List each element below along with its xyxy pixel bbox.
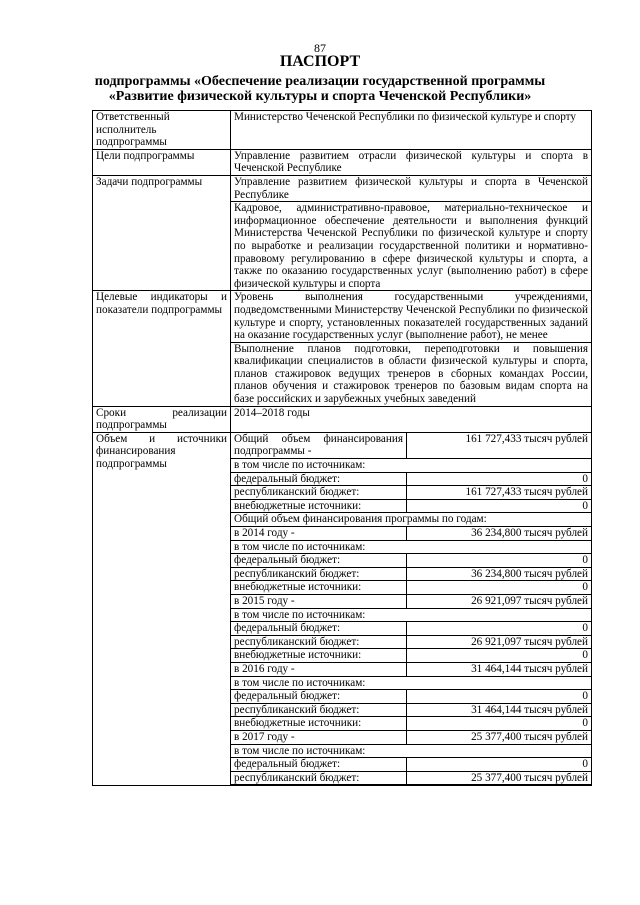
indicators-value <box>231 291 592 406</box>
fin-year-federal: 0 <box>407 554 592 568</box>
financing-label: Объем и источники финансирования подпрограммы <box>93 432 231 785</box>
fin-extra-value: 0 <box>407 499 592 513</box>
fin-year-label: в 2017 году - <box>231 730 407 744</box>
fin-sources-row <box>231 459 591 473</box>
fin-year-sources: в том числе по источникам: <box>231 540 591 554</box>
fin-year-federal-row <box>231 554 591 568</box>
fin-extra-row <box>231 499 591 513</box>
goals-value: Управление развитием отрасли физической культуры и спорта в Чеченской Республике <box>231 149 592 175</box>
fin-year-extra: 0 <box>407 717 592 731</box>
row-financing <box>93 432 592 785</box>
fin-year-sources: в том числе по источникам: <box>231 676 591 690</box>
fin-year-extra-row <box>231 649 591 663</box>
fin-year-federal: 0 <box>407 690 592 704</box>
fin-federal-row <box>231 472 591 486</box>
document-title: ПАСПОРТ <box>279 53 361 70</box>
fin-total-value: 161 727,433 тысяч рублей <box>407 433 592 459</box>
row-goals <box>93 149 592 175</box>
row-tasks <box>93 175 592 290</box>
fin-year-sources: в том числе по источникам: <box>231 608 591 622</box>
tasks-value <box>231 175 592 290</box>
fin-year-label: в 2015 году - <box>231 594 407 608</box>
fin-by-years-row <box>231 513 591 527</box>
task-item: Кадровое, административно-правовое, материально-техническое и информационное обеспечение деятельности и выполнения функций Министерства Чеченской Республики по физической культуре и спорту по выработке и реализации государственной политики и нормативно-правовому регулированию в сфере физической культуры и спорта, а также по оказанию государственных услуг (выполнению работ) в сфере физической культуры и спорта <box>231 201 591 290</box>
fin-year-regional-label: республиканский бюджет: <box>231 567 407 581</box>
fin-year-regional-label: республиканский бюджет: <box>231 771 407 785</box>
fin-year-regional-label: республиканский бюджет: <box>231 703 407 717</box>
fin-year-sources: в том числе по источникам: <box>231 744 591 758</box>
fin-year-total: 36 234,800 тысяч рублей <box>407 527 592 541</box>
subtitle-line-1: подпрограммы «Обеспечение реализации государственной программы <box>94 74 546 89</box>
document-subtitle <box>60 74 580 104</box>
executor-value: Министерство Чеченской Республики по физической культуре и спорту <box>231 111 592 150</box>
financing-table <box>231 433 591 785</box>
fin-year-regional-row <box>231 771 591 785</box>
fin-total-label: Общий объем финансирования подпрограммы - <box>231 433 407 459</box>
executor-label: Ответственный исполнитель подпрограммы <box>93 111 231 150</box>
fin-total-row <box>231 433 591 459</box>
fin-regional-value: 161 727,433 тысяч рублей <box>407 486 592 500</box>
fin-year-row <box>231 662 591 676</box>
fin-year-sources-row <box>231 608 591 622</box>
fin-year-extra-label: внебюджетные источники: <box>231 717 407 731</box>
fin-year-regional-row <box>231 567 591 581</box>
fin-year-extra: 0 <box>407 649 592 663</box>
fin-year-federal-label: федеральный бюджет: <box>231 554 407 568</box>
financing-value <box>231 432 592 785</box>
fin-year-total: 31 464,144 тысяч рублей <box>407 662 592 676</box>
fin-year-federal-label: федеральный бюджет: <box>231 758 407 772</box>
task-item: Управление развитием физической культуры и спорта в Чеченской Республике <box>234 175 588 201</box>
terms-label: Сроки реализации подпрограммы <box>93 406 231 432</box>
fin-year-regional-label: республиканский бюджет: <box>231 635 407 649</box>
fin-year-row <box>231 730 591 744</box>
fin-extra-label: внебюджетные источники: <box>231 499 407 513</box>
fin-year-sources-row <box>231 676 591 690</box>
goals-label: Цели подпрограммы <box>93 149 231 175</box>
indicator-item: Выполнение планов подготовки, переподготовки и повышения квалификации специалистов в области физической культуры и спорта, планов стажировок ведущих тренеров в сборных командах России, планов обучения и стажировок тренеров по базовым видам спорта на базе российских и зарубежных учебных заведений <box>231 342 591 406</box>
fin-year-label: в 2014 году - <box>231 527 407 541</box>
row-indicators <box>93 291 592 406</box>
fin-year-federal-row <box>231 622 591 636</box>
fin-federal-label: федеральный бюджет: <box>231 472 407 486</box>
fin-year-row <box>231 594 591 608</box>
fin-year-sources-row <box>231 744 591 758</box>
fin-year-extra-label: внебюджетные источники: <box>231 581 407 595</box>
indicator-item: Уровень выполнения государственными учреждениями, подведомственными Министерству Чеченской Республики по физической культуре и спорту, установленных показателей государственных заданий на оказание государственных услуг (выполнение работ), не менее <box>234 291 588 342</box>
page-number: 87 <box>314 41 326 55</box>
indicators-label: Целевые индикаторы и показатели подпрограммы <box>93 291 231 406</box>
fin-year-federal-row <box>231 690 591 704</box>
fin-year-extra-row <box>231 581 591 595</box>
fin-year-total: 25 377,400 тысяч рублей <box>407 730 592 744</box>
fin-sources-label: в том числе по источникам: <box>231 459 591 473</box>
fin-year-label: в 2016 году - <box>231 662 407 676</box>
fin-year-federal-row <box>231 758 591 772</box>
fin-year-regional: 36 234,800 тысяч рублей <box>407 567 592 581</box>
fin-year-extra-row <box>231 717 591 731</box>
fin-year-regional-row <box>231 703 591 717</box>
passport-table <box>92 110 592 786</box>
fin-federal-value: 0 <box>407 472 592 486</box>
subtitle-line-2: «Развитие физической культуры и спорта Чеченской Республики» <box>108 89 532 104</box>
fin-regional-row <box>231 486 591 500</box>
tasks-label: Задачи подпрограммы <box>93 175 231 290</box>
fin-year-regional: 31 464,144 тысяч рублей <box>407 703 592 717</box>
row-executor <box>93 111 592 150</box>
row-terms <box>93 406 592 432</box>
fin-year-federal: 0 <box>407 758 592 772</box>
fin-regional-label: республиканский бюджет: <box>231 486 407 500</box>
fin-year-regional-row <box>231 635 591 649</box>
fin-year-federal-label: федеральный бюджет: <box>231 622 407 636</box>
fin-year-extra-label: внебюджетные источники: <box>231 649 407 663</box>
fin-year-regional: 25 377,400 тысяч рублей <box>407 771 592 785</box>
fin-year-extra: 0 <box>407 581 592 595</box>
fin-year-sources-row <box>231 540 591 554</box>
fin-year-federal-label: федеральный бюджет: <box>231 690 407 704</box>
terms-value: 2014–2018 годы <box>231 406 592 432</box>
fin-year-row <box>231 527 591 541</box>
fin-year-regional: 26 921,097 тысяч рублей <box>407 635 592 649</box>
fin-year-total: 26 921,097 тысяч рублей <box>407 594 592 608</box>
fin-year-federal: 0 <box>407 622 592 636</box>
fin-by-years-label: Общий объем финансирования программы по годам: <box>231 513 591 527</box>
